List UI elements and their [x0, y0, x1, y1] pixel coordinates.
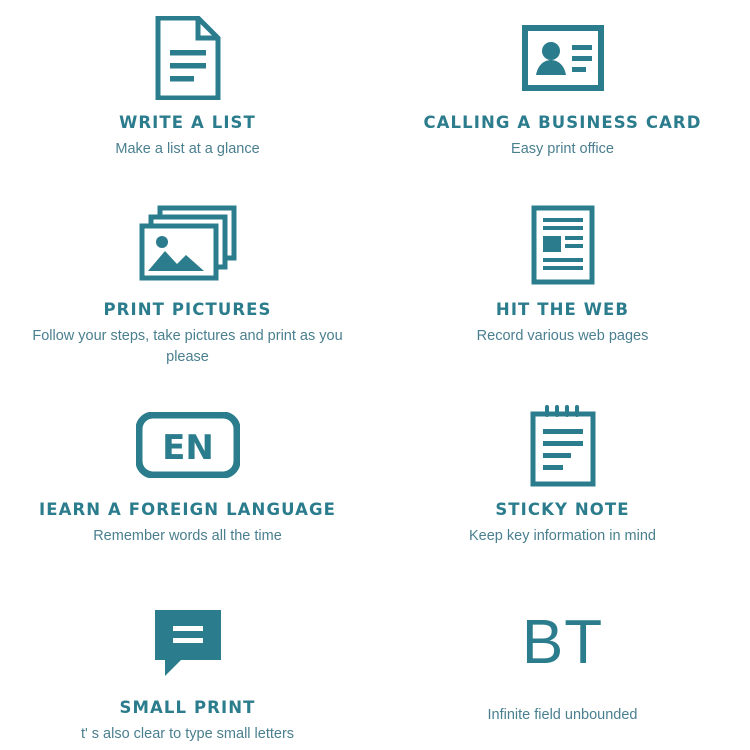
feature-description: Remember words all the time: [93, 528, 282, 544]
feature-title: WRITE A LIST: [119, 113, 256, 132]
sticky-note-icon: [527, 397, 599, 492]
feature-title: IEARN A FOREIGN LANGUAGE: [39, 500, 336, 519]
feature-description: Make a list at a glance: [115, 141, 260, 157]
bt-text-icon: [522, 595, 603, 690]
en-badge-icon: [136, 397, 240, 492]
feature-card-hit-the-web: [375, 175, 750, 375]
feature-description: Infinite field unbounded: [487, 707, 638, 723]
bt-label: BT: [521, 607, 604, 677]
feature-card-learn-a-foreign-language: [0, 375, 375, 575]
feature-card-small-print: [0, 575, 375, 750]
feature-description: t' s also clear to type small letters: [80, 726, 295, 742]
feature-title: CALLING A BUSINESS CARD: [423, 113, 702, 132]
feature-card-sticky-note: [375, 375, 750, 575]
web-page-icon: [531, 197, 595, 292]
feature-card-write-a-list: [0, 0, 375, 175]
svg-text:EN: EN: [161, 427, 214, 468]
feature-card-calling-a-business-card: [375, 0, 750, 175]
feature-card-infinite-field: [375, 575, 750, 750]
feature-title: HIT THE WEB: [495, 300, 630, 319]
speech-bubble-icon: [151, 595, 225, 690]
feature-title: SMALL PRINT: [119, 698, 256, 717]
business-card-icon: [522, 10, 604, 105]
photos-stack-icon: [138, 197, 238, 292]
feature-description: Follow your steps, take pictures and print as you please: [32, 328, 343, 366]
feature-title: STICKY NOTE: [495, 500, 630, 519]
feature-description: Record various web pages: [476, 328, 649, 344]
feature-description: Keep key information in mind: [469, 528, 656, 544]
feature-description: Easy print office: [511, 141, 614, 157]
document-list-icon: [152, 10, 224, 105]
feature-title: PRINT PICTURES: [103, 300, 272, 319]
feature-card-print-pictures: [0, 175, 375, 375]
